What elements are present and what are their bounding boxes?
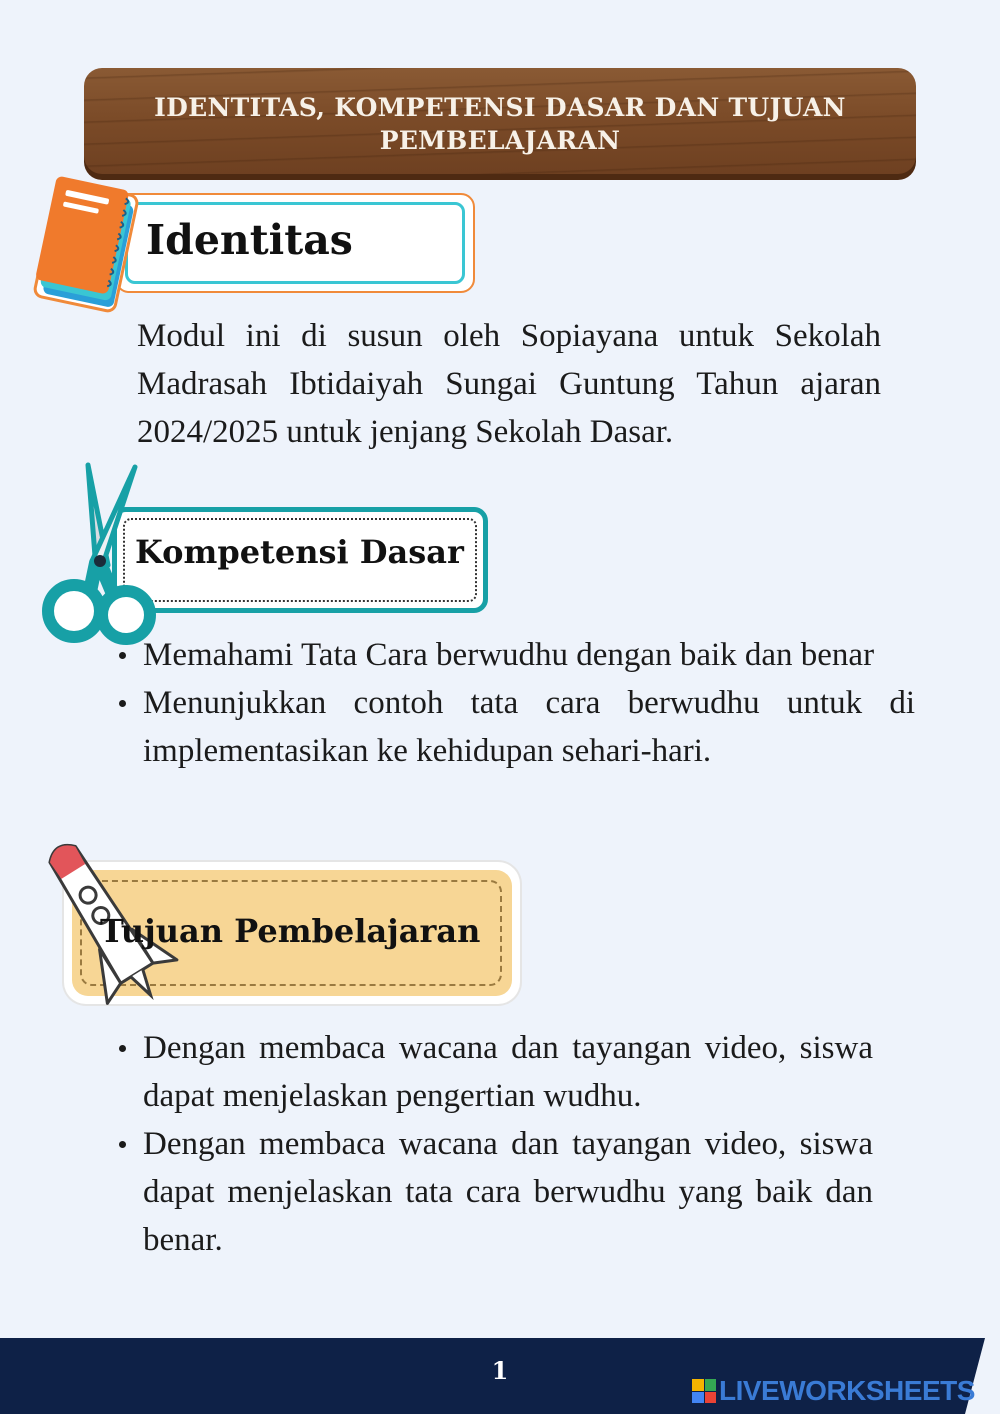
tujuan-list bbox=[143, 1024, 873, 1264]
list-item: Memahami Tata Cara berwudhu dengan baik dan benar bbox=[143, 631, 915, 679]
liveworksheets-watermark[interactable] bbox=[692, 1376, 975, 1406]
list-item: Menunjukkan contoh tata cara berwudhu untuk di implementasikan ke kehidupan sehari-hari. bbox=[143, 679, 915, 775]
liveworksheets-logo-icon bbox=[692, 1379, 716, 1403]
notebook-icon bbox=[26, 158, 156, 326]
list-item: Dengan membaca wacana dan tayangan video, siswa dapat menjelaskan pengertian wudhu. bbox=[143, 1024, 873, 1120]
identitas-paragraph: Modul ini di susun oleh Sopiayana untuk Sekolah Madrasah Ibtidaiyah Sungai Guntung Tahun ajaran 2024/2025 untuk jenjang Sekolah Dasar. bbox=[137, 318, 881, 450]
title-banner bbox=[84, 68, 916, 180]
page-number: 1 bbox=[491, 1356, 509, 1385]
list-item: Dengan membaca wacana dan tayangan video, siswa dapat menjelaskan tata cara berwudhu yang baik dan benar. bbox=[143, 1120, 873, 1264]
tujuan-heading: Tujuan Pembelajaran bbox=[100, 912, 481, 950]
watermark-text: LIVEWORKSHEETS bbox=[719, 1375, 975, 1406]
kompetensi-list bbox=[143, 631, 915, 775]
page-title: IDENTITAS, KOMPETENSI DASAR DAN TUJUAN PEMBELAJARAN bbox=[154, 93, 846, 155]
kompetensi-heading: Kompetensi Dasar bbox=[135, 533, 464, 571]
identitas-heading: Identitas bbox=[146, 216, 353, 264]
